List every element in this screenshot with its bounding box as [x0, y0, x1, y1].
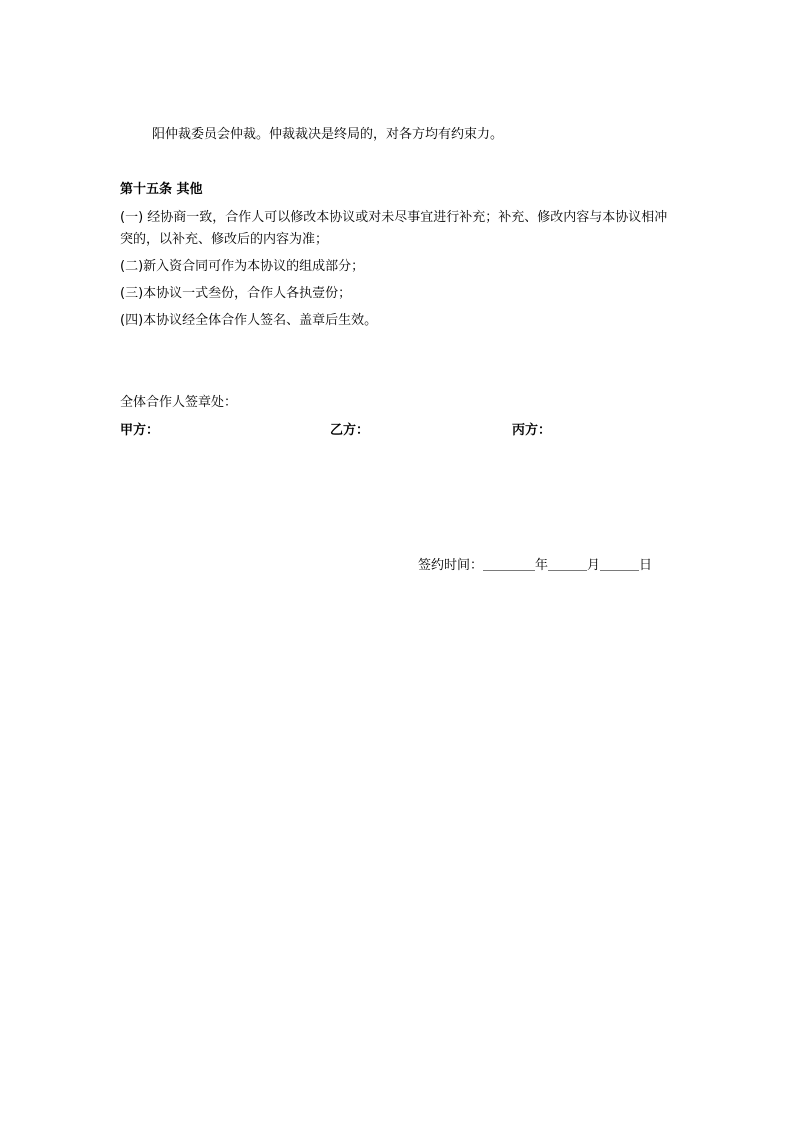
- party-a-label: 甲方：: [120, 423, 160, 438]
- article-15-item-3: (三)本协议一式叁份，合作人各执壹份；: [120, 286, 352, 301]
- signature-intro: 全体合作人签章处：: [120, 395, 238, 410]
- article-15-heading: 第十五条 其他: [120, 182, 203, 197]
- article-15-item-2: (二)新入资合同可作为本协议的组成部分；: [120, 259, 365, 274]
- signing-date-line: 签约时间：＿＿＿＿年＿＿＿月＿＿＿日: [418, 558, 653, 573]
- party-c-label: 丙方：: [512, 423, 552, 438]
- continuation-paragraph: 阳仲裁委员会仲裁。仲裁裁决是终局的，对各方均有约束力。: [152, 127, 504, 142]
- article-15-item-1: (一) 经协商一致，合作人可以修改本协议或对未尽事宜进行补充；补充、修改内容与本协议相冲突的，以补充、修改后的内容为准；: [120, 210, 668, 247]
- party-b-label: 乙方：: [330, 423, 370, 438]
- article-15-item-4: (四)本协议经全体合作人签名、盖章后生效。: [120, 313, 378, 328]
